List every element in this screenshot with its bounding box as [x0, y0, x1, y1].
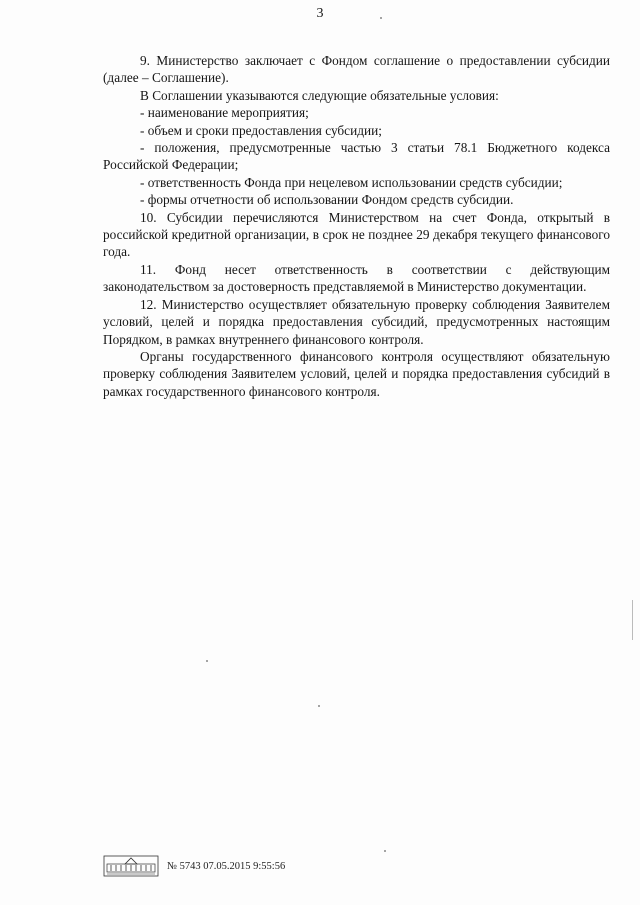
- paragraph-control: Органы государственного финансового контроля осуществляют обязательную проверку соблюдения Заявителем условий, целей и порядка предоставления субсидий в рамках государственного финансового контроля.: [103, 348, 610, 399]
- paragraph-11: 11. Фонд несет ответственность в соответствии с действующим законодательством за достоверность представляемой в Министерство документации.: [103, 261, 610, 295]
- condition-item: - положения, предусмотренные частью 3 статьи 78.1 Бюджетного кодекса Российской Федерации;: [103, 140, 610, 173]
- scan-edge-mark: [632, 600, 633, 640]
- condition-item: - формы отчетности об использовании Фондом средств субсидии.: [140, 192, 514, 208]
- condition-item: - ответственность Фонда при нецелевом использовании средств субсидии;: [140, 174, 563, 190]
- scan-speck: [380, 17, 382, 19]
- paragraph-9: 9. Министерство заключает с Фондом соглашение о предоставлении субсидии (далее – Соглашение).: [103, 53, 610, 86]
- registration-stamp: № 5743 07.05.2015 9:55:56: [167, 860, 286, 872]
- scan-speck: [384, 850, 386, 852]
- building-stamp-icon: [103, 855, 159, 877]
- condition-item: - объем и сроки предоставления субсидии;: [140, 122, 382, 138]
- scan-speck: [206, 660, 208, 662]
- footer: [103, 855, 285, 877]
- paragraph-12: 12. Министерство осуществляет обязательную проверку соблюдения Заявителем условий, целей и порядка предоставления субсидий, предусмотренных настоящим Порядком, в рамках внутреннего финансового контроля.: [103, 296, 610, 347]
- paragraph-10: 10. Субсидии перечисляются Министерством на счет Фонда, открытый в российской кредитной организации, в срок не позднее 29 декабря текущего финансового года.: [103, 209, 610, 260]
- document-body: [103, 52, 610, 400]
- condition-item: - наименование мероприятия;: [140, 105, 309, 121]
- page-number: 3: [316, 6, 324, 21]
- scan-speck: [318, 705, 320, 707]
- conditions-intro: В Соглашении указываются следующие обязательные условия:: [140, 87, 499, 103]
